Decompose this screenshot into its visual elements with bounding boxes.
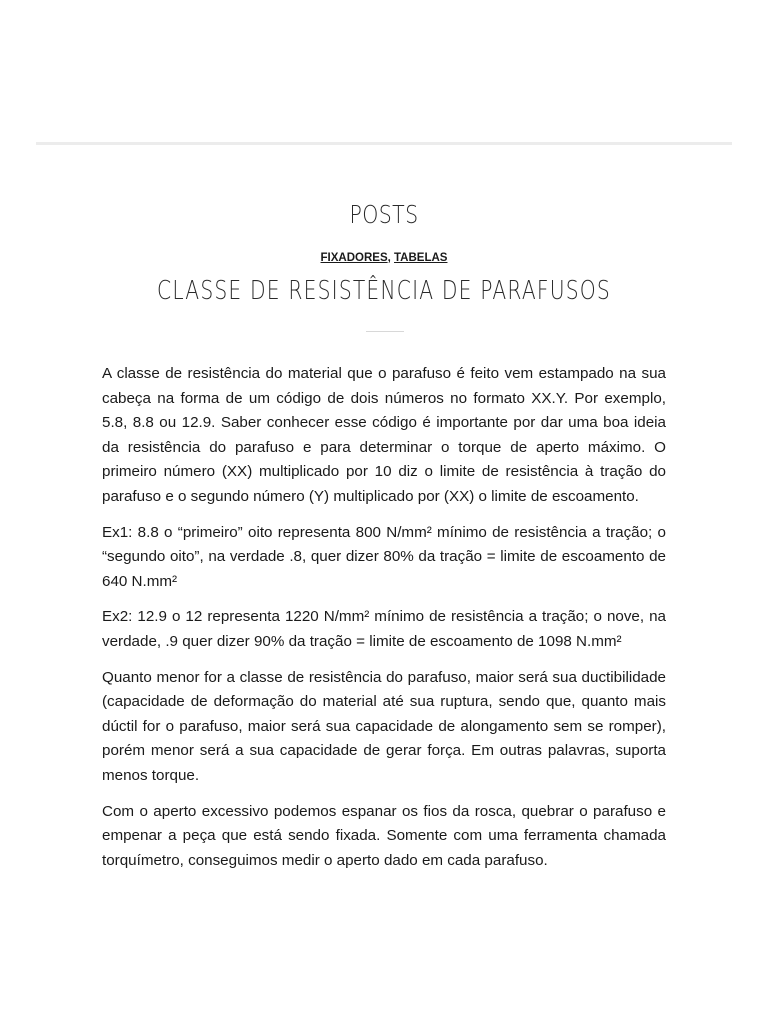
top-divider <box>36 142 732 145</box>
paragraph-torque: Com o aperto excessivo podemos espanar os fios da rosca, quebrar o parafuso e empenar a peça que está sendo fixada. Somente com uma ferramenta chamada torquímetro, conseguimos medir o aperto dado em cada parafuso. <box>102 802 666 869</box>
category-separator: , <box>387 252 395 264</box>
paragraph-intro: A classe de resistência do material que o parafuso é feito vem estampado na sua cabeça na forma de um código de dois números no formato XX.Y. Por exemplo, 5.8, 8.8 ou 12.9. Saber conhecer esse código é importante por dar uma boa ideia da resistência do parafuso e para determinar o torque de aperto máximo. O primeiro número (XX) multiplicado por 10 diz o limite de resistência à tração do parafuso e o segundo número (Y) multiplicado por (XX) o limite de escoamento. <box>102 365 666 505</box>
post-title: CLASSE DE RESISTÊNCIA DE PARAFUSOS <box>157 276 611 306</box>
paragraph-ductility: Quanto menor for a classe de resistência do parafuso, maior será sua ductibilidade (capacidade de deformação do material até sua ruptura, sendo que, quanto mais dúctil for o parafuso, maior será sua capacidade de alongamento sem se romper), porém menor será a sua capacidade de gerar força. Em outras palavras, suporta menos torque. <box>102 668 666 784</box>
category-link-tabelas[interactable]: TABELAS <box>394 252 448 264</box>
paragraph-example-1: Ex1: 8.8 o “primeiro” oito representa 800 N/mm² mínimo de resistência a tração; o “segundo oito”, na verdade .8, quer dizer 80% da tração = limite de escoamento de 640 N.mm² <box>102 523 666 590</box>
post-content <box>102 362 666 884</box>
title-divider <box>366 331 404 332</box>
category-link-fixadores[interactable]: FIXADORES <box>320 252 388 264</box>
paragraph-example-2: Ex2: 12.9 o 12 representa 1220 N/mm² mínimo de resistência a tração; o nove, na verdade, .9 quer dizer 90% da tração = limite de escoamento de 1098 N.mm² <box>102 608 666 650</box>
post-categories <box>0 252 768 264</box>
section-title: POSTS <box>349 200 419 229</box>
